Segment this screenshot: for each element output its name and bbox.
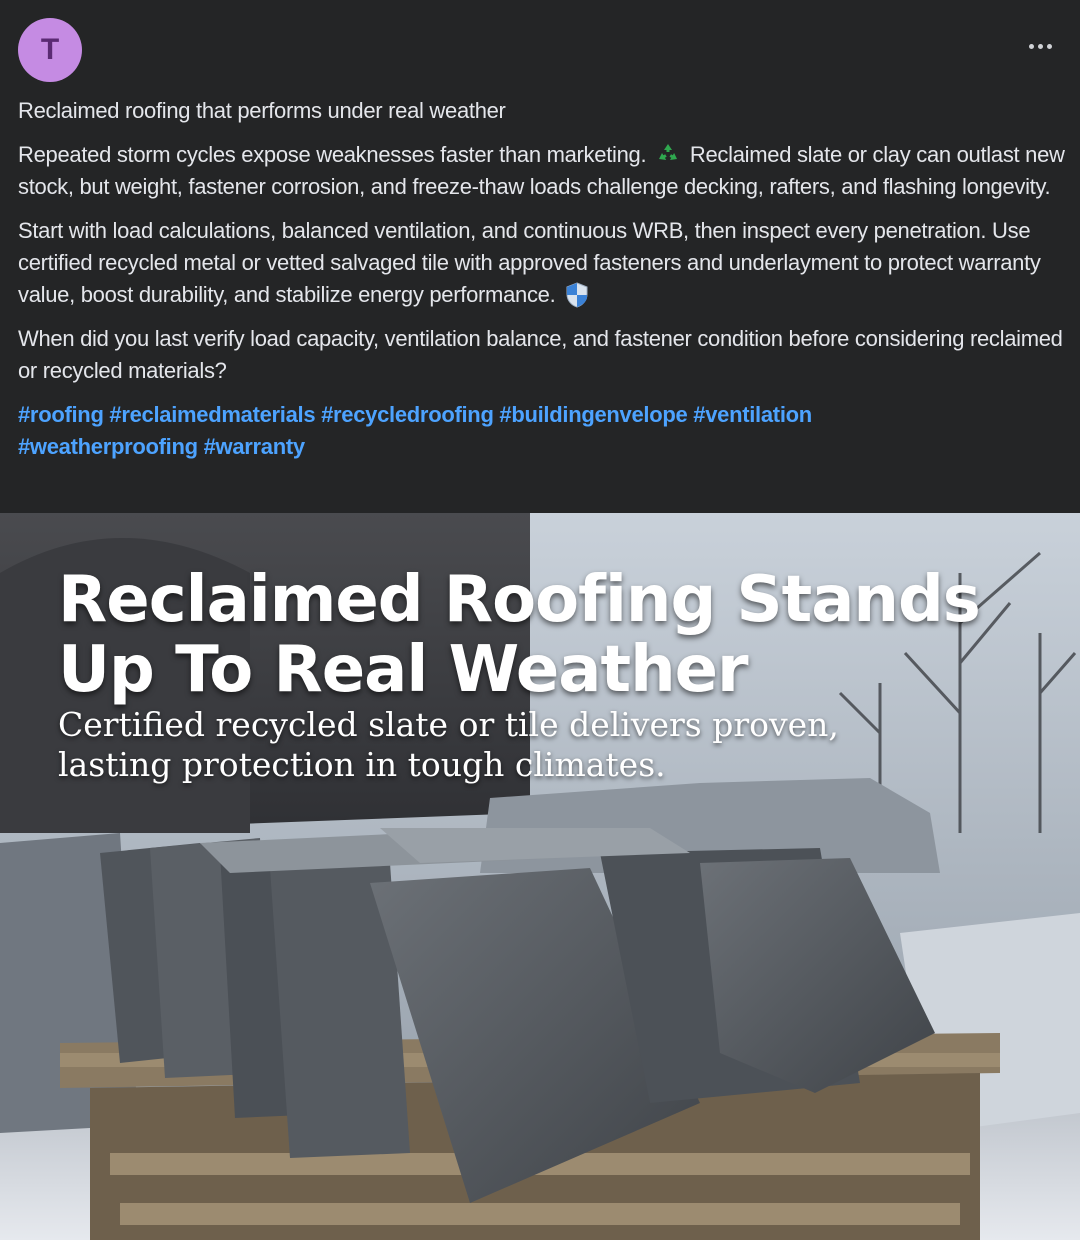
post-header — [0, 0, 1080, 92]
image-subhead: Certified recycled slate or tile delivers proven, lasting protection in tough climates. — [58, 705, 839, 784]
post-image[interactable] — [0, 513, 1080, 1240]
hashtag-roofing[interactable]: #roofing — [18, 402, 104, 427]
hashtag-list — [18, 399, 1068, 463]
post-title: Reclaimed roofing that performs under real weather — [18, 98, 506, 123]
more-options-icon[interactable] — [1020, 26, 1060, 66]
post-paragraph-1: Repeated storm cycles expose weaknesses faster than marketing. Reclaimed slate or clay can outlast new stock, but weight, fastener corrosion, and freeze-thaw loads challenge decking, rafters, and flashing longevity. — [18, 142, 1065, 199]
image-headline: Reclaimed Roofing Stands Up To Real Weather — [58, 563, 980, 707]
avatar[interactable]: T — [18, 18, 82, 82]
shield-icon — [565, 282, 589, 308]
hashtag-weatherproofing[interactable]: #weatherproofing — [18, 434, 198, 459]
hashtag-buildingenvelope[interactable]: #buildingenvelope — [499, 402, 688, 427]
recycle-icon — [656, 142, 680, 166]
hashtag-reclaimedmaterials[interactable]: #reclaimedmaterials — [109, 402, 316, 427]
post-text — [18, 95, 1068, 475]
post-paragraph-3: When did you last verify load capacity, ventilation balance, and fastener condition before considering reclaimed or recycled materials? — [18, 326, 1063, 383]
post-paragraph-2: Start with load calculations, balanced ventilation, and continuous WRB, then inspect every penetration. Use certified recycled metal or vetted salvaged tile with approved fasteners and underlayment to protect warranty value, boost durability, and stabilize energy performance. — [18, 218, 1041, 307]
hashtag-warranty[interactable]: #warranty — [203, 434, 305, 459]
hashtag-recycledroofing[interactable]: #recycledroofing — [321, 402, 494, 427]
hashtag-ventilation[interactable]: #ventilation — [693, 402, 812, 427]
